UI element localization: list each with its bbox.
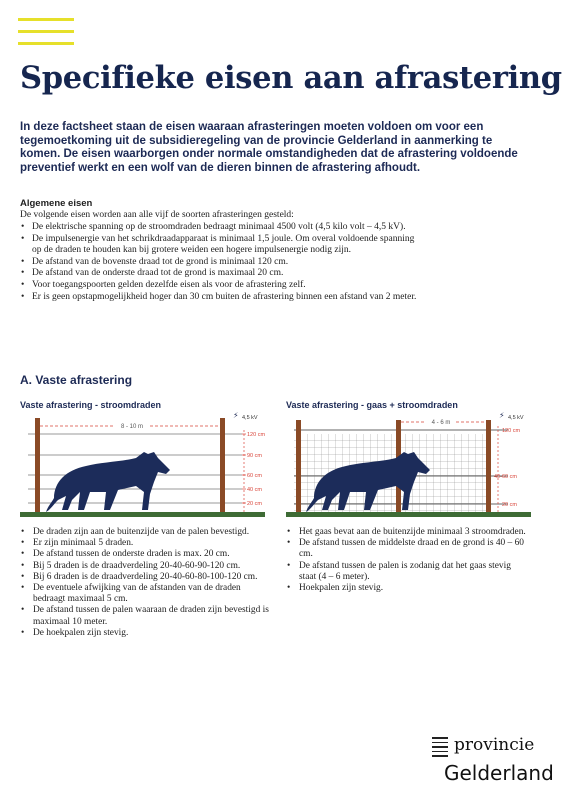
diagram-stroomdraden: [20, 400, 265, 520]
left-bullets: [20, 527, 272, 639]
accent-bar-top: [18, 18, 74, 21]
requirements-intro: De volgende eisen worden aan alle vijf de soorten afrasteringen gesteld:: [20, 210, 294, 220]
fence-wires-illustration: [20, 412, 265, 517]
height-label: 20 cm: [247, 501, 262, 507]
bullet-item: • De hoekpalen zijn stevig.: [20, 628, 272, 639]
lightning-icon: ⚡: [233, 411, 239, 420]
accent-bar-bottom: [18, 42, 74, 45]
logo-text-gelderland: Gelderland: [444, 761, 554, 785]
fence-mesh-illustration: [286, 412, 531, 517]
bullet-item: • Er zijn minimaal 5 draden.: [20, 538, 272, 549]
requirements-heading: Algemene eisen: [20, 198, 93, 209]
voltage-label: 4,5 kV: [242, 415, 258, 421]
bullet-item: • De afstand tussen de palen waaraan de draden zijn bevestigd is maximaal 10 meter.: [20, 605, 272, 627]
fence-post: [220, 418, 225, 517]
requirement-item: • De afstand van de bovenste draad tot de grond is minimaal 120 cm.: [20, 257, 420, 269]
height-label: 40-60 cm: [494, 474, 517, 480]
grass-strip: [20, 512, 265, 517]
height-label: 120 cm: [247, 432, 266, 438]
height-label: 120 cm: [502, 428, 521, 434]
bullet-item: • Bij 5 draden is de draadverdeling 20-40-60-90-120 cm.: [20, 561, 272, 572]
span-label: 8 - 10 m: [120, 424, 144, 430]
diagram-gaas-stroomdraden: [286, 400, 531, 520]
bullet-item: • Bij 6 draden is de draadverdeling 20-40-60-80-100-120 cm.: [20, 572, 272, 583]
accent-bar-middle: [18, 30, 74, 33]
grass-strip: [286, 512, 531, 517]
right-bullets: [286, 527, 526, 594]
bullet-item: • De afstand tussen de palen is zodanig dat het gaas stevig staat (4 – 6 meter).: [286, 561, 526, 583]
height-label: 90 cm: [247, 453, 262, 459]
diagram-title: Vaste afrastering - gaas + stroomdraden: [286, 400, 458, 410]
lightning-icon: ⚡: [499, 411, 505, 420]
provincie-gelderland-logo: [432, 735, 554, 790]
height-label: 40 cm: [247, 487, 262, 493]
bullet-item: • Hoekpalen zijn stevig.: [286, 583, 526, 594]
bullet-item: • De draden zijn aan de buitenzijde van de palen bevestigd.: [20, 527, 272, 538]
fence-post: [296, 420, 301, 517]
diagram-title: Vaste afrastering - stroomdraden: [20, 400, 162, 410]
voltage-label: 4,5 kV: [508, 415, 524, 421]
bullet-item: • De eventuele afwijking van de afstanden van de draden bedraagt maximaal 5 cm.: [20, 583, 272, 605]
intro-paragraph: In deze factsheet staan de eisen waaraan afrasteringen moeten voldoen om voor een tegemoetkoming uit de subsidieregeling van de provincie Gelderland in aanmerking te komen. De eisen waarborgen onder normale omstandigheden dat de afrastering voldoende preventief werkt en een wolf van de dieren binnen de afrastering afhoudt.: [20, 121, 518, 174]
height-label: 60 cm: [247, 473, 262, 479]
section-a-title: A. Vaste afrastering: [20, 373, 133, 387]
span-label: 4 - 6 m: [431, 420, 451, 426]
logo-text-provincie: provincie: [454, 735, 535, 755]
requirement-item: • Er is geen opstapmogelijkheid hoger dan 30 cm buiten de afrastering binnen een afstand van 2 meter.: [20, 292, 420, 304]
bullet-item: • De afstand tussen de middelste draad en de grond is 40 – 60 cm.: [286, 538, 526, 560]
logo-bars: [432, 737, 448, 760]
bullet-item: • De afstand tussen de onderste draden is max. 20 cm.: [20, 549, 272, 560]
page-title: Specifieke eisen aan afrastering: [20, 60, 562, 96]
requirement-item: • De impulsenergie van het schrikdraadapparaat is minimaal 1,5 joule. Om overal voldoende spanning op de draden te houden kan bij grotere weiden een hogere impulsenergie nodig zijn.: [20, 234, 420, 257]
requirement-item: • De elektrische spanning op de stroomdraden bedraagt minimaal 4500 volt (4,5 kilo volt – 4,5 kV).: [20, 222, 420, 234]
requirements-list: [20, 222, 420, 303]
height-label: 20 cm: [502, 502, 517, 508]
bullet-item: • Het gaas bevat aan de buitenzijde minimaal 3 stroomdraden.: [286, 527, 526, 538]
fence-post: [486, 420, 491, 517]
requirement-item: • De afstand van de onderste draad tot de grond is maximaal 20 cm.: [20, 268, 420, 280]
requirement-item: • Voor toegangspoorten gelden dezelfde eisen als voor de afrastering zelf.: [20, 280, 420, 292]
fence-post: [35, 418, 40, 517]
